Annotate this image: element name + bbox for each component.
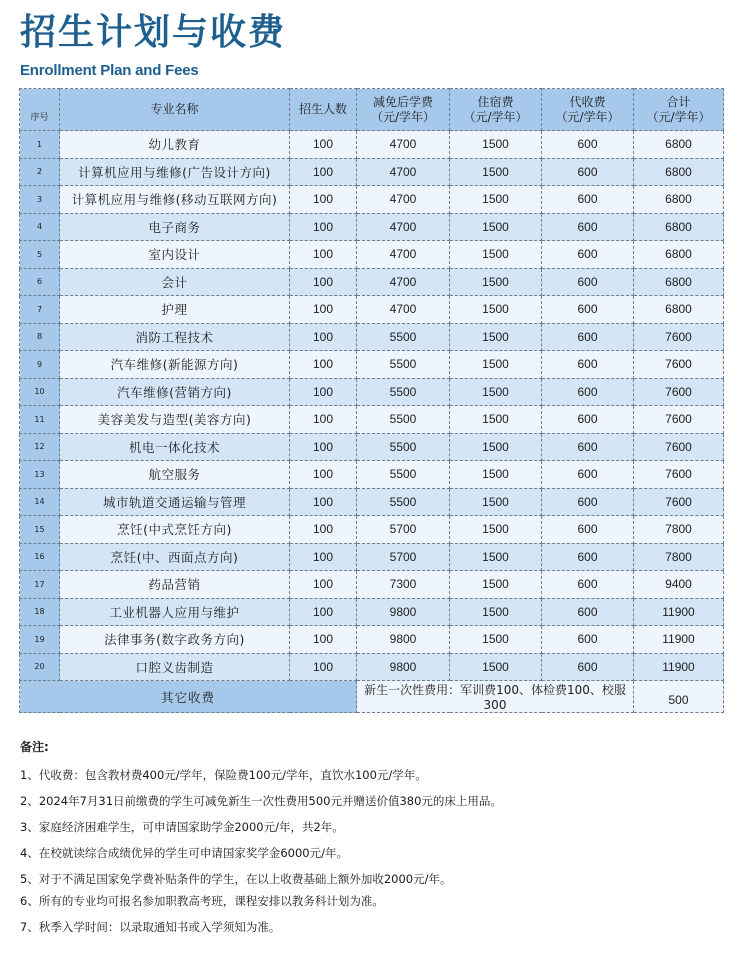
note-item: 3、家庭经济困难学生，可申请国家助学金2000元/年，共2年。: [20, 820, 344, 834]
dorm-fee-cell: 1500: [450, 433, 542, 461]
agency-fee-cell: 600: [542, 296, 634, 324]
enrollment-quota-cell: 100: [290, 626, 357, 654]
tuition-fee-cell: 9800: [357, 626, 450, 654]
other-fees-label: 其它收费: [20, 681, 357, 713]
total-fee-cell: 7800: [634, 543, 724, 571]
tuition-fee-cell: 4700: [357, 296, 450, 324]
column-header-label: 专业名称: [150, 102, 199, 116]
agency-fee-cell: 600: [542, 461, 634, 489]
row-index-cell: 2: [20, 158, 60, 186]
tuition-fee-cell: 4700: [357, 268, 450, 296]
table-row: [20, 543, 724, 571]
dorm-fee-cell: 1500: [450, 653, 542, 681]
total-fee-cell: 9400: [634, 571, 724, 599]
total-fee-cell: 7600: [634, 461, 724, 489]
enrollment-quota-cell: 100: [290, 461, 357, 489]
row-index-cell: 12: [20, 433, 60, 461]
total-fee-cell: 6800: [634, 131, 724, 159]
dorm-fee-cell: 1500: [450, 406, 542, 434]
major-name-cell: 药品营销: [60, 571, 290, 599]
table-row: [20, 516, 724, 544]
table-row: [20, 186, 724, 214]
tuition-fee-cell: 5500: [357, 461, 450, 489]
column-header-label: 合计: [666, 94, 691, 109]
agency-fee-cell: 600: [542, 323, 634, 351]
row-index-cell: 6: [20, 268, 60, 296]
enrollment-quota-cell: 100: [290, 433, 357, 461]
agency-fee-cell: 600: [542, 406, 634, 434]
enrollment-quota-cell: 100: [290, 213, 357, 241]
agency-fee-cell: 600: [542, 626, 634, 654]
major-name-cell: 美容美发与造型(美容方向): [60, 406, 290, 434]
major-name-cell: 口腔义齿制造: [60, 653, 290, 681]
table-row: [20, 296, 724, 324]
table-row: [20, 378, 724, 406]
column-header-agency: [542, 89, 634, 131]
enrollment-quota-cell: 100: [290, 543, 357, 571]
dorm-fee-cell: 1500: [450, 131, 542, 159]
total-fee-cell: 7600: [634, 323, 724, 351]
row-index-cell: 1: [20, 131, 60, 159]
major-name-cell: 会计: [60, 268, 290, 296]
agency-fee-cell: 600: [542, 351, 634, 379]
tuition-fee-cell: 5500: [357, 323, 450, 351]
agency-fee-cell: 600: [542, 131, 634, 159]
major-name-cell: 机电一体化技术: [60, 433, 290, 461]
other-fees-description: 新生一次性费用：军训费100、体检费100、校服300: [357, 681, 634, 713]
total-fee-cell: 7800: [634, 516, 724, 544]
column-header-tuition: [357, 89, 450, 131]
total-fee-cell: 6800: [634, 213, 724, 241]
dorm-fee-cell: 1500: [450, 571, 542, 599]
major-name-cell: 计算机应用与维修(移动互联网方向): [60, 186, 290, 214]
column-header-dorm: [450, 89, 542, 131]
column-header-major: [60, 89, 290, 131]
table-row: [20, 653, 724, 681]
enrollment-quota-cell: 100: [290, 241, 357, 269]
notes-section: [20, 738, 502, 945]
total-fee-cell: 6800: [634, 241, 724, 269]
note-item: 5、对于不满足国家免学费补贴条件的学生，在以上收费基础上额外加收2000元/年。: [20, 872, 452, 886]
note-item: 7、秋季入学时间：以录取通知书或入学须知为准。: [20, 920, 281, 934]
dorm-fee-cell: 1500: [450, 241, 542, 269]
major-name-cell: 消防工程技术: [60, 323, 290, 351]
tuition-fee-cell: 4700: [357, 213, 450, 241]
major-name-cell: 汽车维修(新能源方向): [60, 351, 290, 379]
dorm-fee-cell: 1500: [450, 461, 542, 489]
column-header-unit: （元/学年）: [555, 109, 620, 124]
dorm-fee-cell: 1500: [450, 186, 542, 214]
agency-fee-cell: 600: [542, 516, 634, 544]
table-header-row: [20, 89, 724, 131]
agency-fee-cell: 600: [542, 653, 634, 681]
major-name-cell: 汽车维修(营销方向): [60, 378, 290, 406]
table-row: [20, 626, 724, 654]
total-fee-cell: 7600: [634, 433, 724, 461]
column-header-label: 减免后学费: [372, 94, 433, 109]
column-header-label: 序号: [30, 113, 49, 123]
major-name-cell: 室内设计: [60, 241, 290, 269]
major-name-cell: 烹饪(中、西面点方向): [60, 543, 290, 571]
row-index-cell: 17: [20, 571, 60, 599]
table-row: [20, 351, 724, 379]
tuition-fee-cell: 5700: [357, 516, 450, 544]
note-item: 6、所有的专业均可报名参加职教高考班，课程安排以教务科计划为准。: [20, 894, 384, 908]
table-row: [20, 488, 724, 516]
enrollment-quota-cell: 100: [290, 296, 357, 324]
table-row: [20, 131, 724, 159]
major-name-cell: 工业机器人应用与维护: [60, 598, 290, 626]
table-row: [20, 158, 724, 186]
enrollment-quota-cell: 100: [290, 598, 357, 626]
tuition-fee-cell: 4700: [357, 131, 450, 159]
total-fee-cell: 6800: [634, 296, 724, 324]
major-name-cell: 城市轨道交通运输与管理: [60, 488, 290, 516]
row-index-cell: 4: [20, 213, 60, 241]
agency-fee-cell: 600: [542, 158, 634, 186]
table-row: [20, 268, 724, 296]
agency-fee-cell: 600: [542, 241, 634, 269]
page-subtitle: Enrollment Plan and Fees: [20, 62, 199, 79]
tuition-fee-cell: 4700: [357, 186, 450, 214]
row-index-cell: 3: [20, 186, 60, 214]
table-row: [20, 571, 724, 599]
table-row: [20, 323, 724, 351]
enrollment-quota-cell: 100: [290, 158, 357, 186]
tuition-fee-cell: 5500: [357, 488, 450, 516]
total-fee-cell: 11900: [634, 653, 724, 681]
other-fees-row: [20, 681, 724, 713]
major-name-cell: 烹饪(中式烹饪方向): [60, 516, 290, 544]
dorm-fee-cell: 1500: [450, 158, 542, 186]
major-name-cell: 航空服务: [60, 461, 290, 489]
enrollment-quota-cell: 100: [290, 653, 357, 681]
total-fee-cell: 7600: [634, 488, 724, 516]
enrollment-quota-cell: 100: [290, 406, 357, 434]
tuition-fee-cell: 5500: [357, 433, 450, 461]
agency-fee-cell: 600: [542, 488, 634, 516]
dorm-fee-cell: 1500: [450, 626, 542, 654]
dorm-fee-cell: 1500: [450, 323, 542, 351]
row-index-cell: 18: [20, 598, 60, 626]
tuition-fee-cell: 4700: [357, 158, 450, 186]
column-header-label: 代收费: [569, 94, 606, 109]
agency-fee-cell: 600: [542, 598, 634, 626]
major-name-cell: 计算机应用与维修(广告设计方向): [60, 158, 290, 186]
enrollment-quota-cell: 100: [290, 488, 357, 516]
dorm-fee-cell: 1500: [450, 543, 542, 571]
row-index-cell: 19: [20, 626, 60, 654]
tuition-fee-cell: 4700: [357, 241, 450, 269]
dorm-fee-cell: 1500: [450, 598, 542, 626]
dorm-fee-cell: 1500: [450, 351, 542, 379]
row-index-cell: 16: [20, 543, 60, 571]
row-index-cell: 8: [20, 323, 60, 351]
row-index-cell: 13: [20, 461, 60, 489]
dorm-fee-cell: 1500: [450, 296, 542, 324]
row-index-cell: 14: [20, 488, 60, 516]
total-fee-cell: 7600: [634, 378, 724, 406]
column-header-quota: [290, 89, 357, 131]
agency-fee-cell: 600: [542, 543, 634, 571]
enrollment-quota-cell: 100: [290, 378, 357, 406]
row-index-cell: 7: [20, 296, 60, 324]
enrollment-quota-cell: 100: [290, 131, 357, 159]
total-fee-cell: 11900: [634, 626, 724, 654]
agency-fee-cell: 600: [542, 186, 634, 214]
column-header-label: 住宿费: [477, 94, 514, 109]
total-fee-cell: 7600: [634, 406, 724, 434]
agency-fee-cell: 600: [542, 268, 634, 296]
agency-fee-cell: 600: [542, 378, 634, 406]
total-fee-cell: 6800: [634, 186, 724, 214]
tuition-fee-cell: 7300: [357, 571, 450, 599]
tuition-fee-cell: 5500: [357, 351, 450, 379]
row-index-cell: 11: [20, 406, 60, 434]
table-row: [20, 213, 724, 241]
tuition-fee-cell: 5500: [357, 378, 450, 406]
column-header-label: 招生人数: [298, 102, 347, 116]
enrollment-quota-cell: 100: [290, 323, 357, 351]
dorm-fee-cell: 1500: [450, 516, 542, 544]
total-fee-cell: 6800: [634, 268, 724, 296]
table-row: [20, 598, 724, 626]
major-name-cell: 法律事务(数字政务方向): [60, 626, 290, 654]
table-row: [20, 406, 724, 434]
note-item: 4、在校就读综合成绩优异的学生可申请国家奖学金6000元/年。: [20, 846, 348, 860]
column-header-index: [20, 89, 60, 131]
column-header-unit: （元/学年）: [646, 109, 711, 124]
row-index-cell: 15: [20, 516, 60, 544]
agency-fee-cell: 600: [542, 571, 634, 599]
column-header-unit: （元/学年）: [463, 109, 528, 124]
tuition-fee-cell: 5500: [357, 406, 450, 434]
enrollment-quota-cell: 100: [290, 268, 357, 296]
row-index-cell: 5: [20, 241, 60, 269]
major-name-cell: 幼儿教育: [60, 131, 290, 159]
dorm-fee-cell: 1500: [450, 488, 542, 516]
enrollment-fees-table: [19, 88, 724, 713]
row-index-cell: 20: [20, 653, 60, 681]
note-item: 1、代收费：包含教材费400元/学年，保险费100元/学年，直饮水100元/学年。: [20, 768, 427, 782]
column-header-unit: （元/学年）: [370, 109, 436, 124]
dorm-fee-cell: 1500: [450, 213, 542, 241]
agency-fee-cell: 600: [542, 213, 634, 241]
other-fees-total: 500: [634, 681, 724, 713]
major-name-cell: 护理: [60, 296, 290, 324]
enrollment-quota-cell: 100: [290, 351, 357, 379]
dorm-fee-cell: 1500: [450, 268, 542, 296]
row-index-cell: 9: [20, 351, 60, 379]
table-row: [20, 461, 724, 489]
enrollment-quota-cell: 100: [290, 571, 357, 599]
dorm-fee-cell: 1500: [450, 378, 542, 406]
table-row: [20, 241, 724, 269]
tuition-fee-cell: 5700: [357, 543, 450, 571]
enrollment-quota-cell: 100: [290, 186, 357, 214]
total-fee-cell: 11900: [634, 598, 724, 626]
enrollment-quota-cell: 100: [290, 516, 357, 544]
page-title: 招生计划与收费: [20, 12, 287, 53]
major-name-cell: 电子商务: [60, 213, 290, 241]
note-item: 2、2024年7月31日前缴费的学生可减免新生一次性费用500元并赠送价值380元的床上用品。: [20, 794, 502, 808]
total-fee-cell: 7600: [634, 351, 724, 379]
row-index-cell: 10: [20, 378, 60, 406]
agency-fee-cell: 600: [542, 433, 634, 461]
tuition-fee-cell: 9800: [357, 653, 450, 681]
column-header-total: [634, 89, 724, 131]
tuition-fee-cell: 9800: [357, 598, 450, 626]
notes-title: 备注:: [20, 740, 49, 754]
total-fee-cell: 6800: [634, 158, 724, 186]
table-row: [20, 433, 724, 461]
